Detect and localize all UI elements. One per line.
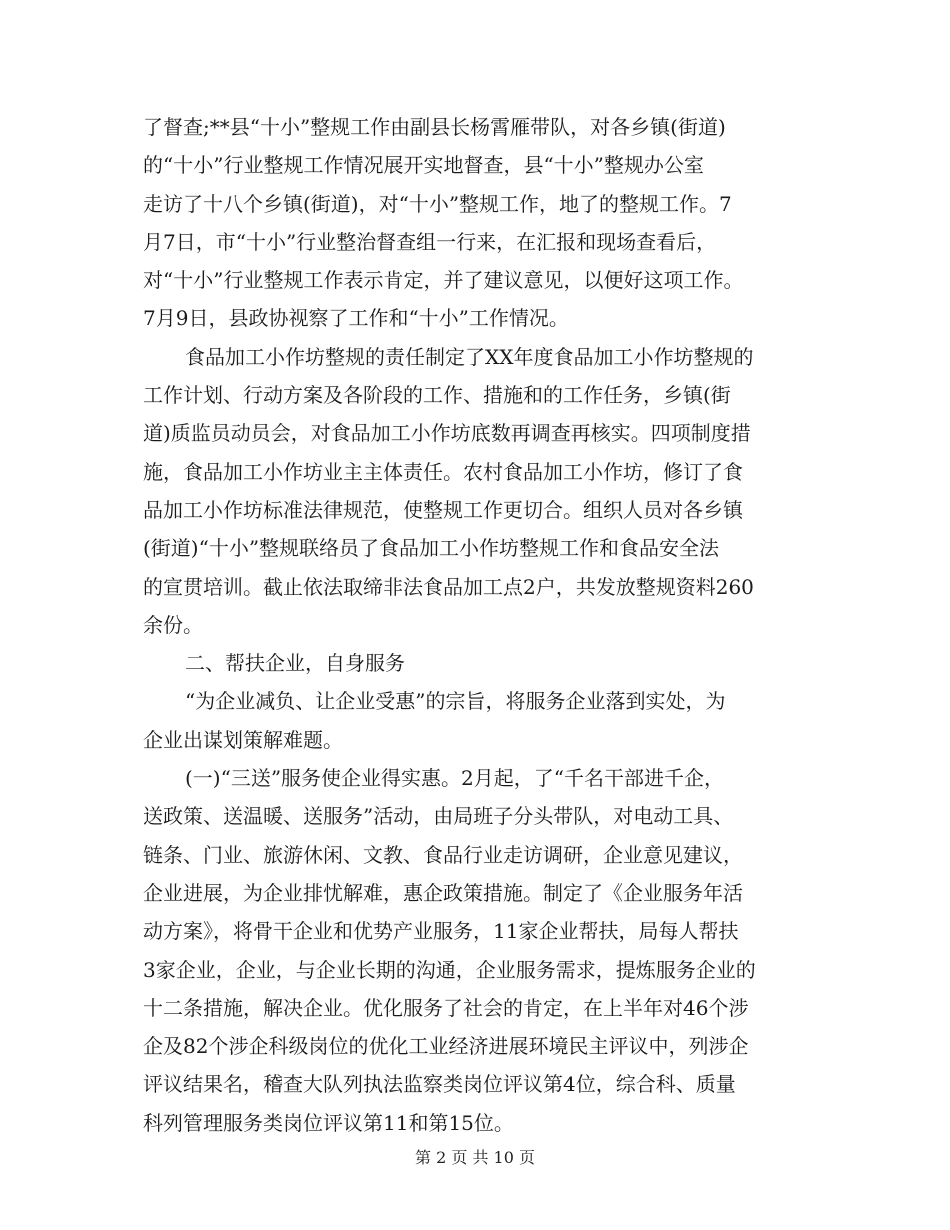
paragraph-line: 的“十小”行业整规工作情况展开实地督查，县“十小”整规办公室 <box>143 153 704 178</box>
paragraph-line: 月7日，市“十小”行业整治督查组一行来，在汇报和现场查看后， <box>143 229 717 254</box>
paragraph-line: 余份。 <box>143 612 203 637</box>
paragraph-line: 3家企业，企业，与企业长期的沟通，企业服务需求，提炼服务企业的 <box>143 957 756 982</box>
paragraph-line: 走访了十八个乡镇(街道)，对“十小”整规工作，地了的整规工作。7 <box>143 191 732 216</box>
paragraph-first-line: 二、帮扶企业，自身服务 <box>185 651 405 676</box>
paragraph-first-line: (一)“三送”服务使企业得实惠。2月起，了“千名干部进千企， <box>185 766 725 791</box>
paragraph-first-line: 食品加工小作坊整规的责任制定了XX年度食品加工小作坊整规的 <box>185 344 754 369</box>
paragraph-line: 对“十小”行业整规工作表示肯定，并了建议意见，以便好这项工作。 <box>143 268 744 293</box>
paragraph-line: 7月9日，县政协视察了工作和“十小”工作情况。 <box>143 306 569 331</box>
paragraph-line: 企业进展，为企业排忧解难，惠企政策措施。制定了《企业服务年活 <box>143 880 743 905</box>
paragraph-line: (街道)“十小”整规联络员了食品加工小作坊整规工作和食品安全法 <box>143 536 720 561</box>
paragraph-line: 评议结果名，稽查大队列执法监察类岗位评议第4位，综合科、质量 <box>143 1072 736 1097</box>
paragraph-line: 送政策、送温暖、送服务”活动，由局班子分头带队，对电动工具、 <box>143 804 734 829</box>
paragraph-line: 的宣贯培训。截止依法取缔非法食品加工点2户，共发放整规资料260 <box>143 574 754 599</box>
paragraph-line: 品加工小作坊标准法律规范，使整规工作更切合。组织人员对各乡镇 <box>143 497 743 522</box>
paragraph-line: 企及82个涉企科级岗位的优化工业经济进展环境民主评议中，列涉企 <box>143 1034 749 1059</box>
paragraph-line: 链条、门业、旅游休闲、文教、食品行业走访调研，企业意见建议， <box>143 842 743 867</box>
paragraph-first-line: “为企业减负、让企业受惠”的宗旨，将服务企业落到实处，为 <box>185 689 726 714</box>
paragraph-line: 工作计划、行动方案及各阶段的工作、措施和的工作任务，乡镇(街 <box>143 383 731 408</box>
paragraph-first-line: 了督查;**县“十小”整规工作由副县长杨霄雁带队，对各乡镇(街道) <box>143 115 726 139</box>
paragraph-line: 动方案》，将骨干企业和优势产业服务，11家企业帮扶，局每人帮扶 <box>143 919 739 944</box>
paragraph-line: 企业出谋划策解难题。 <box>143 727 343 752</box>
paragraph-line: 施，食品加工小作坊业主主体责任。农村食品加工小作坊，修订了食 <box>143 459 743 484</box>
paragraph-line: 科列管理服务类岗位评议第11和第15位。 <box>143 1110 514 1135</box>
page-number-footer: 第 2 页 共 10 页 <box>415 1148 535 1167</box>
paragraph-line: 道)质监员动员会，对食品加工小作坊底数再调查再核实。四项制度措 <box>143 421 751 446</box>
paragraph-line: 十二条措施，解决企业。优化服务了社会的肯定，在上半年对46个涉 <box>143 995 749 1020</box>
document-body <box>143 108 813 1142</box>
